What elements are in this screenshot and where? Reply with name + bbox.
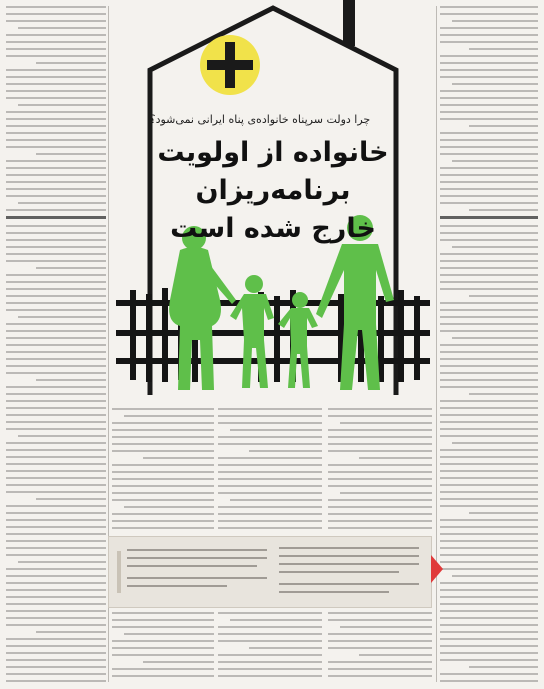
text-column-bottom-right	[328, 612, 432, 682]
plus-icon	[207, 60, 253, 70]
title-line-2: خارج شده است	[170, 213, 376, 244]
text-column-bottom-left	[112, 612, 214, 682]
text-column-center-left	[112, 408, 214, 532]
text-column-bottom-mid	[218, 612, 322, 682]
article-title	[108, 134, 438, 248]
article-subtitle: چرا دولت سرپناه خانواده‌ی پناه ایرانی نمی‌شود؟	[149, 113, 371, 126]
text-column-center-mid	[218, 408, 322, 532]
red-triangle-icon	[431, 555, 443, 583]
house-chimney	[343, 0, 355, 46]
title-line-1: خانواده از اولویت برنامه‌ریزان	[157, 137, 389, 206]
fence	[116, 288, 430, 382]
text-column-center-right	[328, 408, 432, 532]
text-column-right	[440, 6, 538, 682]
quote-callout	[108, 536, 432, 608]
text-column-left	[6, 6, 106, 682]
